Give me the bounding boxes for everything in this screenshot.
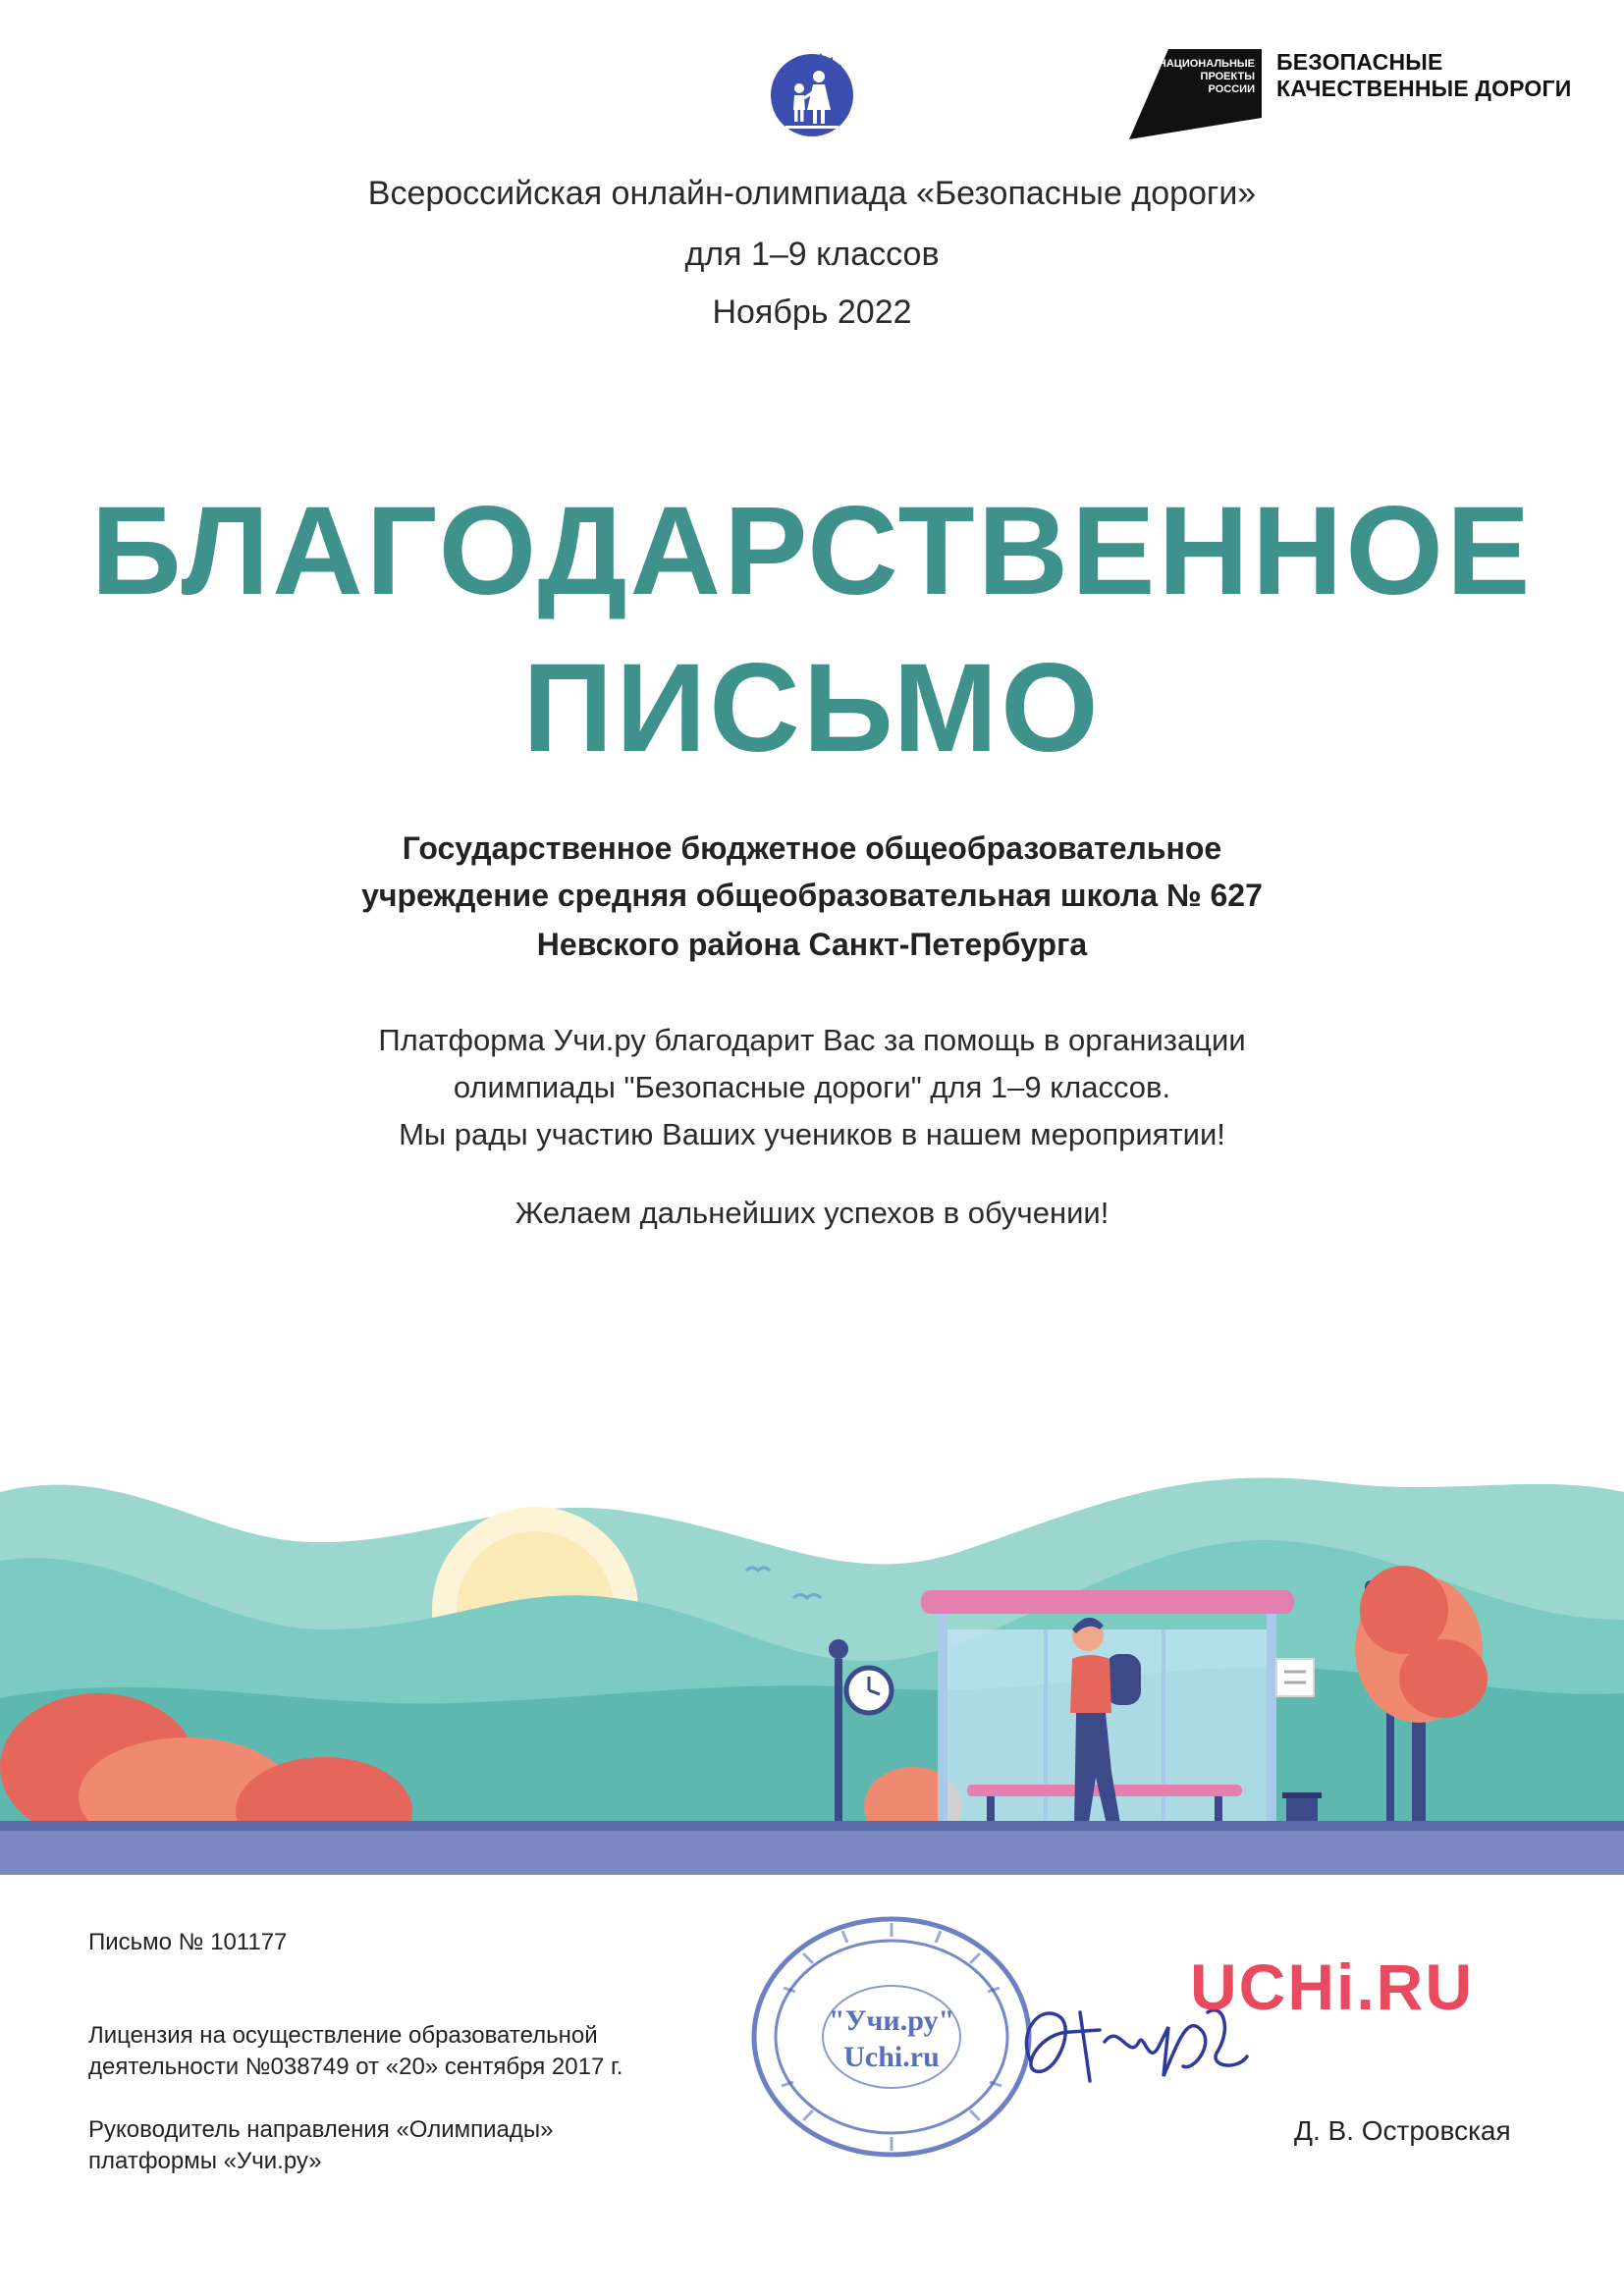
np-title-line2: КАЧЕСТВЕННЫЕ ДОРОГИ bbox=[1276, 76, 1572, 101]
np-title bbox=[1276, 49, 1571, 102]
signer-role bbox=[88, 2114, 553, 2177]
message-line1: Платформа Учи.ру благодарит Вас за помощь в организации bbox=[378, 1023, 1246, 1057]
national-projects-logo bbox=[1129, 47, 1581, 145]
recipient-line1: Государственное бюджетное общеобразовательное bbox=[402, 830, 1222, 866]
np-title-line1: БЕЗОПАСНЫЕ bbox=[1276, 49, 1443, 75]
license-info bbox=[88, 2020, 623, 2083]
uchi-ru-logo: UCHi.RU bbox=[1190, 1950, 1474, 2023]
document-title-line2: ПИСЬМО bbox=[522, 638, 1102, 778]
license-line1: Лицензия на осуществление образовательной bbox=[88, 2022, 598, 2049]
bus-stop-illustration bbox=[0, 1472, 1624, 1875]
document-title-line1: БЛАГОДАРСТВЕННОЕ bbox=[90, 481, 1534, 621]
signer-name: Д. В. Островская bbox=[1294, 2115, 1511, 2146]
np-badge-text-1: НАЦИОНАЛЬНЫЕ bbox=[1158, 58, 1255, 70]
olympiad-date: Ноябрь 2022 bbox=[712, 294, 912, 331]
olympiad-title: Всероссийская онлайн-олимпиада «Безопасные дороги» bbox=[367, 175, 1257, 212]
stamp-center-line2: Uchi.ru bbox=[843, 2041, 940, 2073]
message-line3: Мы рады участию Ваших учеников в нашем мероприятии! bbox=[399, 1117, 1225, 1151]
role-line2: платформы «Учи.ру» bbox=[88, 2148, 322, 2174]
message-line2: олимпиады "Безопасные дороги" для 1–9 классов. bbox=[453, 1070, 1171, 1104]
message-wish: Желаем дальнейших успехов в обучении! bbox=[514, 1196, 1110, 1230]
recipient-line3: Невского района Санкт-Петербурга bbox=[536, 927, 1088, 962]
recipient-line2: учреждение средняя общеобразовательная школа № 627 bbox=[361, 878, 1263, 913]
license-line2: деятельности №038749 от «20» сентября 2017 г. bbox=[88, 2054, 623, 2080]
letter-number: Письмо № 101177 bbox=[88, 1929, 288, 1955]
stamp-center-line1: "Учи.ру" bbox=[828, 2004, 955, 2037]
np-badge-text-3: РОССИИ bbox=[1208, 83, 1255, 95]
np-badge-text-2: ПРОЕКТЫ bbox=[1200, 71, 1255, 82]
olympiad-grades: для 1–9 классов bbox=[684, 236, 940, 273]
safe-roads-logo-icon bbox=[768, 49, 856, 137]
national-projects-badge-icon bbox=[1129, 49, 1262, 139]
stamp-icon bbox=[744, 1909, 1039, 2164]
role-line1: Руководитель направления «Олимпиады» bbox=[88, 2116, 554, 2143]
